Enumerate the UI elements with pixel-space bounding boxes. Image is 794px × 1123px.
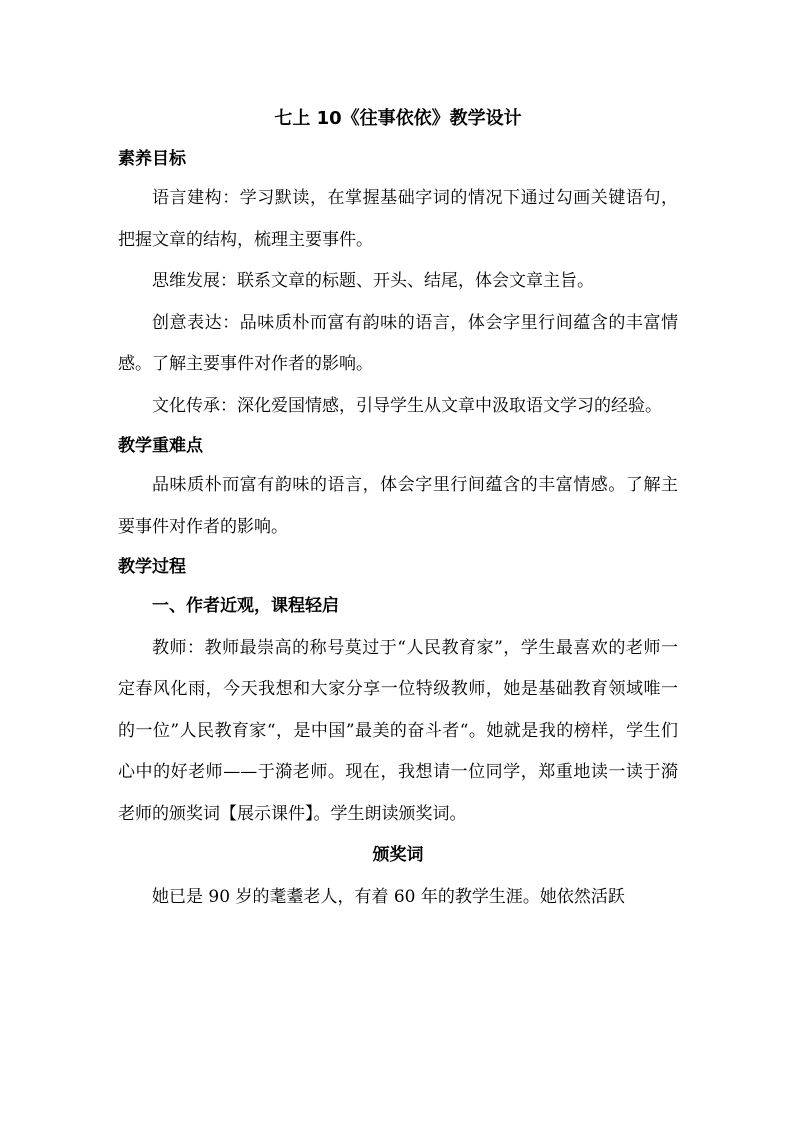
section-heading-goals: 素养目标 — [118, 149, 186, 169]
goal-paragraph-language: 语言建构：学习默读，在掌握基础字词的情况下通过勾画关键语句，把握文章的结构，梳理主要事件。 — [118, 188, 678, 250]
section-heading-key-points: 教学重难点 — [118, 436, 203, 456]
step1-heading: 一、作者近观，课程轻启 — [152, 596, 339, 616]
goal-paragraph-culture: 文化传承：深化爱国情感，引导学生从文章中汲取语文学习的经验。 — [152, 395, 662, 416]
document-title: 七上 10《往事依依》教学设计 — [274, 108, 522, 129]
section-heading-process: 教学过程 — [118, 557, 186, 577]
goal-paragraph-expression: 创意表达：品味质朴而富有韵味的语言，体会字里行间蕴含的丰富情感。了解主要事件对作者的影响。 — [118, 312, 678, 374]
award-heading: 颁奖词 — [372, 845, 424, 865]
goal-paragraph-thinking: 思维发展：联系文章的标题、开头、结尾，体会文章主旨。 — [152, 271, 594, 291]
key-points-paragraph: 品味质朴而富有韵味的语言，体会字里行间蕴含的丰富情感。了解主要事件对作者的影响。 — [118, 475, 678, 537]
award-paragraph: 她已是 90 岁的耄耋老人，有着 60 年的教学生涯。她依然活跃 — [152, 886, 625, 907]
document-page — [118, 98, 678, 918]
step1-paragraph: 教师：教师最崇高的称号莫过于“人民教育家”，学生最喜欢的老师一定春风化雨，今天我想和大家分享一位特级教师，她是基础教育领域唯一的一位”人民教育家“，是中国”最美的奋斗者“。她就是我的榜样，学生们心中的好老师——于漪老师。现在，我想请一位同学，郑重地读一读于漪老师的颁奖词【展示课件】。学生朗读颁奖词。 — [118, 637, 678, 824]
